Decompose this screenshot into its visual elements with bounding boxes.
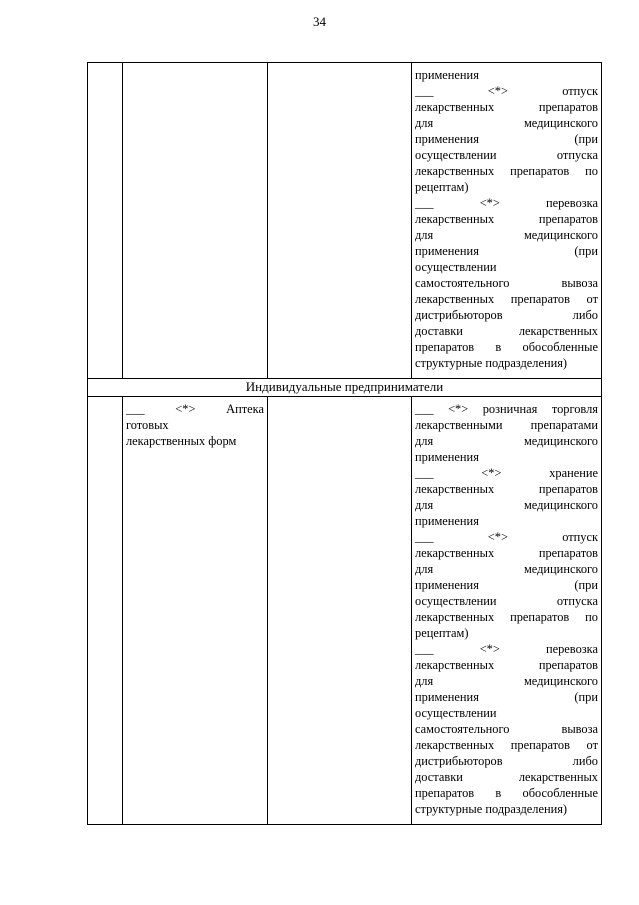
- text-line: ___ <*> перевозка: [415, 642, 598, 656]
- organization-cell: [123, 397, 268, 825]
- row-number-cell: [88, 63, 123, 379]
- text-line: готовых: [126, 418, 169, 432]
- text-line: осуществлении отпуска: [415, 594, 598, 608]
- text-line: доставки лекарственных: [415, 324, 598, 338]
- text-line: лекарственными препаратами: [415, 418, 598, 432]
- text-line: препаратов в обособленные: [415, 786, 598, 800]
- text-line: лекарственных препаратов по: [415, 610, 598, 624]
- text-line: структурные подразделения): [415, 356, 568, 370]
- text-line: применения (при: [415, 132, 598, 146]
- text-line: применения: [415, 68, 479, 82]
- table-row: [88, 63, 602, 379]
- text-line: лекарственных препаратов: [415, 212, 598, 226]
- text-line: осуществлении: [415, 260, 497, 274]
- text-line: применения (при: [415, 244, 598, 258]
- row-number-cell: [88, 397, 123, 825]
- text-line: лекарственных препаратов: [415, 100, 598, 114]
- text-line: для медицинского: [415, 562, 598, 576]
- text-line: ___ <*> розничная торговля: [415, 402, 598, 416]
- address-cell: [268, 397, 412, 825]
- table-row: [88, 379, 602, 397]
- text-line: ___ <*> отпуск: [415, 530, 598, 544]
- text-line: дистрибьюторов либо: [415, 308, 598, 322]
- text-line: рецептам): [415, 180, 469, 194]
- text-line: ___ <*> Аптека: [126, 402, 264, 416]
- text-line: рецептам): [415, 626, 469, 640]
- text-line: применения (при: [415, 578, 598, 592]
- text-line: ___ <*> перевозка: [415, 196, 598, 210]
- table-row: [88, 397, 602, 825]
- text-line: самостоятельного вывоза: [415, 276, 598, 290]
- text-line: для медицинского: [415, 228, 598, 242]
- text-line: лекарственных препаратов от: [415, 738, 598, 752]
- text-line: осуществлении: [415, 706, 497, 720]
- text-line: лекарственных препаратов: [415, 482, 598, 496]
- text-line: лекарственных препаратов: [415, 546, 598, 560]
- text-line: применения: [415, 514, 479, 528]
- text-line: лекарственных препаратов от: [415, 292, 598, 306]
- text-line: применения: [415, 450, 479, 464]
- text-line: осуществлении отпуска: [415, 148, 598, 162]
- text-line: лекарственных препаратов по: [415, 164, 598, 178]
- text-line: структурные подразделения): [415, 802, 568, 816]
- page-number: 34: [313, 14, 326, 29]
- text-line: ___ <*> хранение: [415, 466, 598, 480]
- text-line: для медицинского: [415, 434, 598, 448]
- text-line: для медицинского: [415, 116, 598, 130]
- text-line: ___ <*> отпуск: [415, 84, 598, 98]
- text-line: для медицинского: [415, 498, 598, 512]
- section-header: Индивидуальные предприниматели: [88, 379, 602, 397]
- activities-cell: [412, 397, 602, 825]
- text-line: дистрибьюторов либо: [415, 754, 598, 768]
- text-line: лекарственных препаратов: [415, 658, 598, 672]
- organization-cell: [123, 63, 268, 379]
- text-line: препаратов в обособленные: [415, 340, 598, 354]
- text-line: доставки лекарственных: [415, 770, 598, 784]
- text-line: самостоятельного вывоза: [415, 722, 598, 736]
- address-cell: [268, 63, 412, 379]
- text-line: для медицинского: [415, 674, 598, 688]
- license-activities-table: [87, 62, 602, 825]
- text-line: применения (при: [415, 690, 598, 704]
- activities-cell: [412, 63, 602, 379]
- text-line: лекарственных форм: [126, 434, 237, 448]
